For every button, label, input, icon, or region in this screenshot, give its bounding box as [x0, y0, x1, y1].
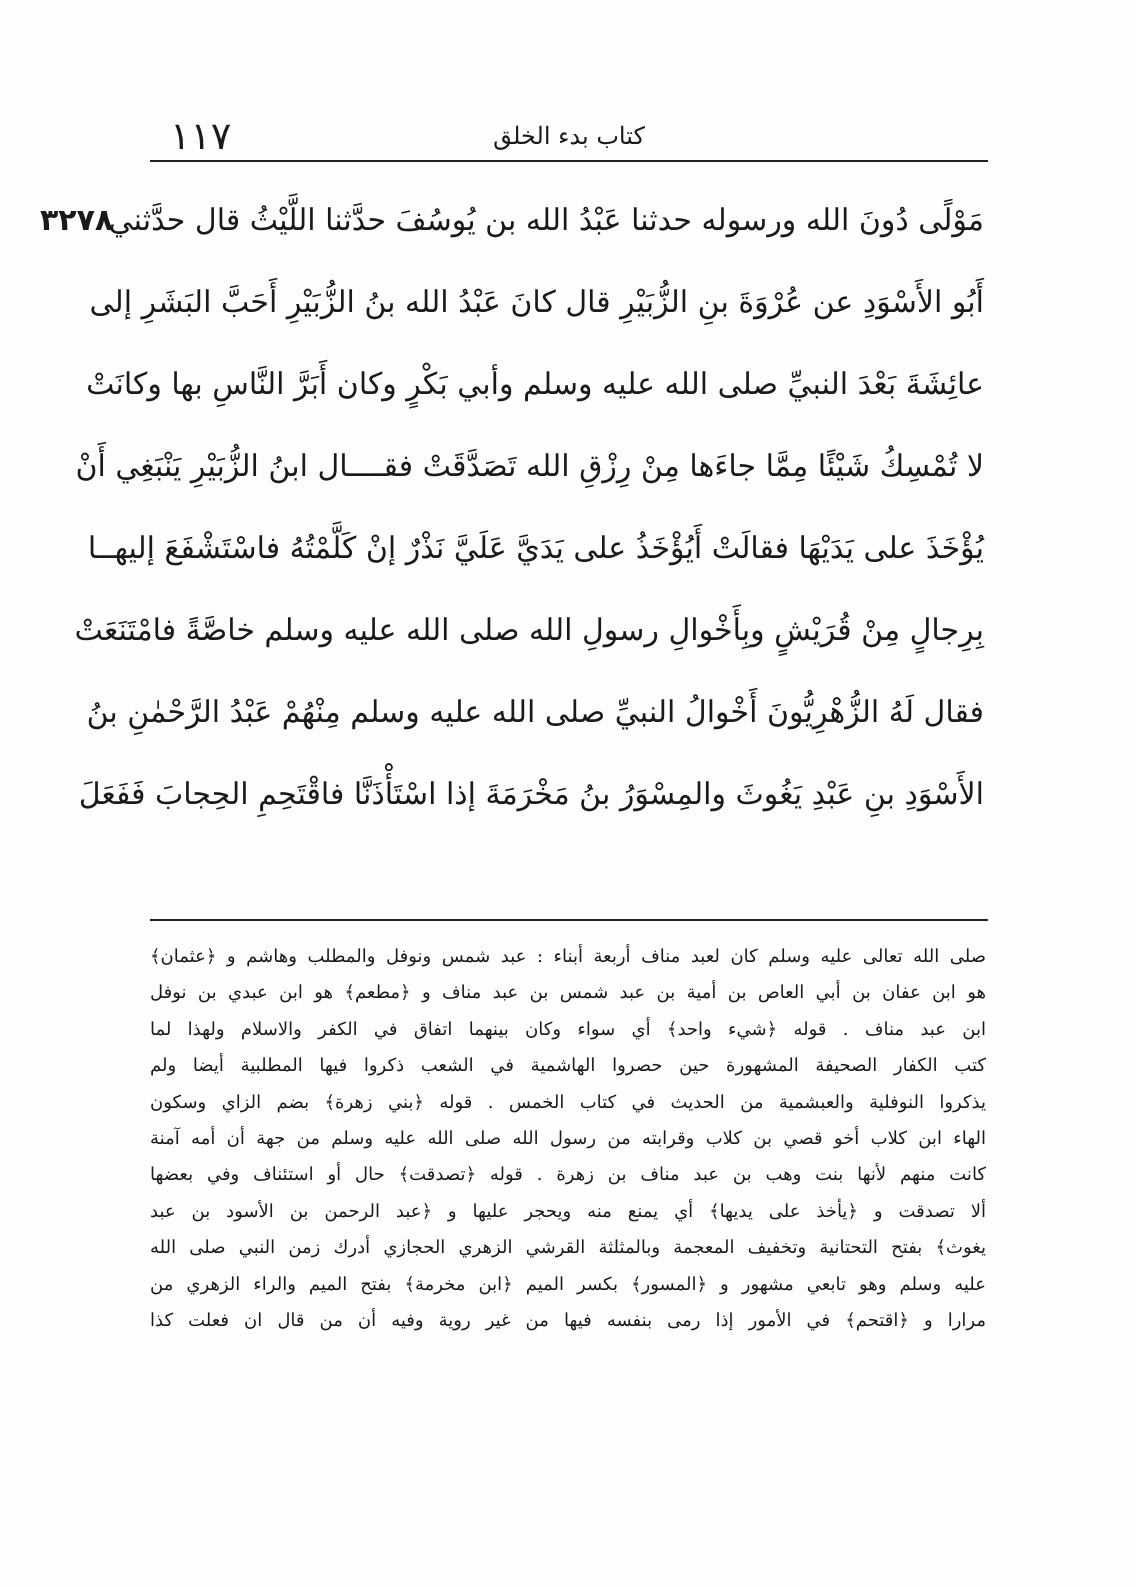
commentary-line: مرارا و ﴿اقتحم﴾ في الأمور إذا رمى بنفسه فيها من غير روية وفيه أن من قال ان فعلت كذا — [150, 1309, 986, 1331]
hadith-line: لا تُمْسِكُ شَيْئًا مِمَّا جاءَها مِنْ رِزْقِ الله تَصَدَّقَتْ فقــــال ابنُ الزُّبَيْرِ يَنْبَغِي أَنْ — [75, 449, 984, 484]
hadith-line: الأَسْوَدِ بنِ عَبْدِ يَغُوثَ والمِسْوَرُ بنُ مَخْرَمَةَ إذا اسْتَأْذَنَّا فاقْتَحِمِ الحِجابَ فَفَعَلَ — [78, 777, 984, 812]
commentary-line: كانت منهم لأنها بنت وهب بن عبد مناف بن زهرة . قوله ﴿تصدقت﴾ حال أو استئناف وفي بعضها — [150, 1164, 986, 1186]
commentary-line: ابن عبد مناف . قوله ﴿شيء واحد﴾ أي سواء وكان بينهما اتفاق في الكفر والاسلام ولهذا لما — [150, 1018, 986, 1040]
commentary-line: يغوث﴾ بفتح التحتانية وتخفيف المعجمة وبالمثلثة القرشي الزهري الحجازي أدرك زمن النبي صلى الله — [150, 1237, 986, 1259]
commentary-line: الهاء ابن كلاب أخو قصي بن كلاب وقرابته من رسول الله صلى الله عليه وسلم من جهة أن أمه آمنة — [150, 1127, 986, 1149]
footnote-divider — [150, 919, 988, 921]
hadith-line: مَوْلًى دُونَ الله ورسوله حدثنا عَبْدُ الله بن يُوسُفَ حدَّثنا اللَّيْثُ قال حدَّثني — [108, 203, 984, 238]
commentary-line: كتب الكفار الصحيفة المشهورة حين حصروا الهاشمية في الشعب ذكروا فيها المطلبية أيضا ولم — [150, 1055, 986, 1077]
header-divider — [150, 160, 988, 162]
commentary-line: ألا تصدقت و ﴿يأخذ على يديها﴾ أي يمنع منه ويحجر عليها و ﴿عبد الرحمن بن الأسود بن عبد — [150, 1200, 986, 1222]
hadith-line: فقال لَهُ الزُّهْرِيُّونَ أَخْوالُ النبيِّ صلى الله عليه وسلم مِنْهُمْ عَبْدُ الرَّحْمٰنِ بنُ — [86, 695, 984, 730]
commentary-text — [150, 942, 986, 1342]
commentary-line: يذكروا النوفلية والعبشمية من الحديث في كتاب الخمس . قوله ﴿بني زهرة﴾ بضم الزاي وسكون — [150, 1091, 986, 1113]
hadith-line: بِرِجالٍ مِنْ قُرَيْشٍ وبِأَخْوالِ رسولِ الله صلى الله عليه وسلم خاصَّةً فامْتَنَعَتْ — [74, 613, 984, 648]
commentary-line: هو ابن عفان بن أبي العاص بن أمية بن عبد شمس بن عبد مناف و ﴿مطعم﴾ هو ابن عبدي بن نوفل — [150, 982, 986, 1004]
commentary-line: عليه وسلم وهو تابعي مشهور و ﴿المسور﴾ بكسر الميم ﴿ابن مخرمة﴾ بفتح الميم والراء الزهري من — [150, 1273, 986, 1295]
hadith-line: أَبُو الأَسْوَدِ عن عُرْوَةَ بنِ الزُّبَيْرِ قال كانَ عَبْدُ الله بنُ الزُّبَيْرِ أَحَبَّ البَشَرِ إلى — [89, 285, 984, 320]
commentary-line: صلى الله تعالى عليه وسلم كان لعبد مناف أربعة أبناء : عبد شمس ونوفل والمطلب وهاشم و ﴿عثمان﴾ — [150, 946, 986, 967]
hadith-number: ٣٢٧٨ — [40, 203, 114, 238]
page-header — [150, 112, 988, 160]
hadith-line: عائِشَةَ بَعْدَ النبيِّ صلى الله عليه وسلم وأبي بَكْرٍ وكان أَبَرَّ النَّاسِ بها وكانَتْ — [86, 367, 984, 402]
hadith-line: يُؤْخَذَ على يَدَيْهَا فقالَتْ أَيُؤْخَذُ على يَدَيَّ عَلَيَّ نَذْرٌ إنْ كَلَّمْتُهُ فاسْتَشْفَعَ إليهــا — [87, 531, 984, 566]
page-number: ١١٧ — [170, 114, 232, 158]
running-title: كتاب بدء الخلق — [493, 122, 645, 150]
